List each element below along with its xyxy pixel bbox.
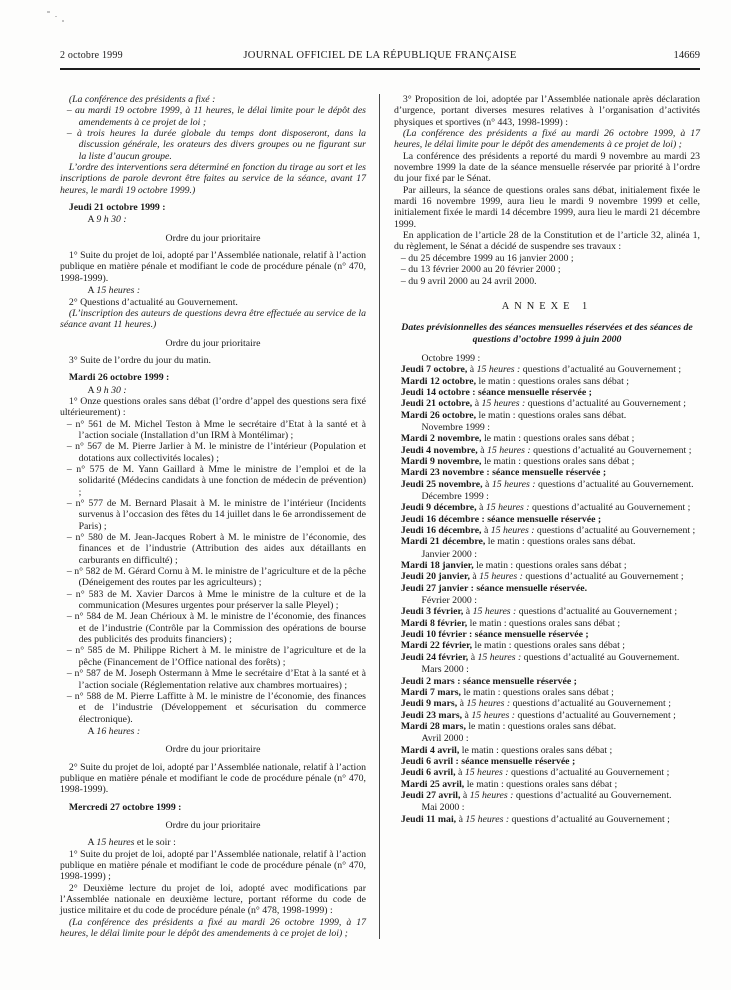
paragraph: 2° Questions d’actualité au Gouvernement.: [68, 296, 238, 308]
month-heading: Janvier 2000 :: [421, 548, 477, 560]
order-of-day-heading: Ordre du jour prioritaire: [165, 744, 261, 756]
schedule-entry: Mardi 4 avril, le matin : questions orales sans débat ;: [400, 744, 613, 756]
month-heading: Octobre 1999 :: [421, 352, 481, 364]
schedule-entry: Jeudi 21 octobre, à 15 heures : questions d’actualité au Gouvernement ;: [400, 398, 687, 410]
paragraph: 1° Onze questions orales sans débat (l’ordre d’appel des questions sera fixé ultérieurement) :: [60, 395, 366, 419]
paragraph: 3° Proposition de loi, adoptée par l’Assemblée nationale après déclaration d’urgence, portant diverses mesures relatives à l’organisation d’activités physiques et sportives (n° 443, 1998-1999) :: [394, 94, 700, 128]
schedule-entry: Jeudi 23 mars, à 15 heures : questions d’actualité au Gouvernement ;: [400, 709, 676, 721]
paragraph: 1° Suite du projet de loi, adopté par l’Assemblée nationale, relatif à l’action publique en matière pénale et modifiant le code de procédure pénale (n° 470, 1998-1999).: [60, 250, 366, 284]
schedule-entry: Mardi 22 février, le matin : questions orales sans débat ;: [400, 640, 625, 652]
session-time: A 15 heures et le soir :: [87, 837, 176, 849]
deadline-item: – à trois heures la durée globale du temps dont disposeront, dans la discussion générale, les orateurs des divers groupes ou ne figurant sur la liste d’aucun groupe.: [66, 128, 366, 162]
paragraph: Par ailleurs, la séance de questions orales sans débat, initialement fixée le mardi 16 novembre 1999, aura lieu le mardi 9 novembre 1999 et celle, initialement fixée le mardi 14 décembre 1999, aura lieu le mardi 21 décembre 1999.: [394, 184, 700, 230]
schedule-entry: Jeudi 4 novembre, à 15 heures : questions d’actualité au Gouvernement ;: [400, 444, 692, 456]
conference-note: (La conférence des présidents a fixé :: [68, 94, 216, 105]
question-item: – du 25 décembre 1999 au 16 janvier 2000 ;: [400, 252, 574, 264]
month-heading: Décembre 1999 :: [421, 491, 489, 502]
schedule-entry: Jeudi 27 avril, à 15 heures : questions d’actualité au Gouvernement.: [400, 789, 672, 801]
schedule-entry: Jeudi 14 octobre : séance mensuelle réservée ;: [400, 386, 592, 398]
conference-note: (La conférence des présidents a fixé au mardi 26 octobre 1999, à 17 heures, le délai limite pour le dépôt des amendements à ce projet de loi) ;: [60, 916, 366, 940]
schedule-entry: Mardi 28 mars, le matin : questions orales sans débat.: [400, 720, 617, 732]
schedule-entry: Jeudi 24 février, à 15 heures : questions d’actualité au Gouvernement.: [400, 651, 680, 663]
schedule-entry: Jeudi 16 décembre : séance mensuelle réservée ;: [400, 513, 602, 525]
month-heading: Février 2000 :: [421, 595, 477, 607]
schedule-entry: Mardi 23 novembre : séance mensuelle réservée ;: [400, 467, 607, 479]
question-item: – du 13 février 2000 au 20 février 2000 ;: [400, 264, 561, 276]
question-item: – du 9 avril 2000 au 24 avril 2000.: [400, 275, 537, 287]
paragraph: 2° Deuxième lecture du projet de loi, adopté avec modifications par l’Assemblée nationale en deuxième lecture, portant réforme du code de justice militaire et du code de procédure pénale (n° 478, 1998-1999) :: [60, 882, 366, 917]
schedule-entry: Jeudi 3 février, à 15 heures : questions d’actualité au Gouvernement ;: [400, 606, 678, 618]
session-time: A 16 heures :: [87, 725, 141, 737]
month-heading: Novembre 1999 :: [421, 421, 491, 433]
header-date: 2 octobre 1999: [60, 50, 123, 61]
right-column: [380, 94, 700, 939]
question-item: – n° 575 de M. Yann Gaillard à Mme le ministre de l’emploi et de la solidarité (Médecins candidats à une fonction de médecin de prévention) ;: [66, 463, 366, 498]
question-item: – n° 584 de M. Jean Chérioux à M. le ministre de l’économie, des finances et de l’industrie (Contrôle par la Commission des opérations de bourse des publicités des produits financiers) ;: [66, 611, 366, 646]
order-of-day-heading: Ordre du jour prioritaire: [165, 232, 261, 244]
schedule-entry: Mardi 21 décembre, le matin : questions orales sans débat.: [400, 536, 636, 548]
two-column-body: [60, 94, 700, 939]
schedule-entry: Mardi 18 janvier, le matin : questions orales sans débat ;: [400, 560, 627, 572]
schedule-entry: Mardi 8 février, le matin : questions orales sans débat ;: [400, 617, 621, 629]
left-column: [60, 94, 380, 939]
deadline-item: – au mardi 19 octobre 1999, à 11 heures, le délai limite pour le dépôt des amendements à ce projet de loi ;: [66, 105, 366, 128]
schedule-entry: Jeudi 6 avril : séance mensuelle réservée ;: [400, 755, 576, 767]
question-item: – n° 588 de M. Pierre Laffitte à M. le ministre de l’économie, des finances et de l’industrie (Développement et sécurisation du commerce électronique).: [66, 690, 366, 725]
date-heading: Jeudi 21 octobre 1999 :: [68, 202, 166, 214]
schedule-entry: Jeudi 6 avril, à 15 heures : questions d’actualité au Gouvernement ;: [400, 767, 670, 779]
paragraph: 3° Suite de l’ordre du jour du matin.: [68, 354, 211, 366]
question-item: – n° 582 de M. Gérard Cornu à M. le ministre de l’agriculture et de la pêche (Déneigement des routes par les agriculteurs) ;: [66, 566, 366, 589]
schedule-entry: Jeudi 27 janvier : séance mensuelle réservée.: [400, 582, 588, 594]
question-item: – n° 585 de M. Philippe Richert à M. le ministre de l’agriculture et de la pêche (Financement de l’Office national des forêts) ;: [66, 645, 366, 668]
question-item: – n° 577 de M. Bernard Plasait à M. le ministre de l’intérieur (Incidents survenus à l’occasion des fêtes du 14 juillet dans le 6e arrondissement de Paris) ;: [66, 498, 366, 532]
schedule-entry: Jeudi 7 octobre, à 15 heures : questions d’actualité au Gouvernement ;: [400, 364, 682, 376]
schedule-entry: Jeudi 11 mai, à 15 heures : questions d’actualité au Gouvernement ;: [400, 813, 670, 825]
schedule-entry: Jeudi 20 janvier, à 15 heures : questions d’actualité au Gouvernement ;: [400, 571, 684, 583]
annexe-subtitle: Dates prévisionnelles des séances mensuelles réservées et des séances de questions d’octobre 1999 à juin 2000: [401, 322, 693, 345]
question-item: – n° 587 de M. Joseph Ostermann à Mme le secrétaire d’Etat à la santé et à l’action sociale (Réglementation relative aux chambres mortuaires) ;: [66, 668, 366, 691]
conference-note: (L’inscription des auteurs de questions devra être effectuée au service de la séance avant 11 heures.): [60, 307, 366, 331]
scan-speck: [47, 11, 50, 13]
schedule-entry: Mardi 26 octobre, le matin : questions orales sans débat.: [400, 409, 627, 421]
schedule-entry: Mardi 2 novembre, le matin : questions orales sans débat ;: [400, 433, 635, 445]
conference-note: L’ordre des interventions sera déterminé en fonction du tirage au sort et les inscriptions de parole devront être faites au service de la séance, avant 17 heures, le mardi 19 octobre 1999.): [60, 162, 366, 196]
session-time: A 15 heures :: [87, 285, 141, 297]
paragraph: En application de l’article 28 de la Constitution et de l’article 32, alinéa 1, du règlement, le Sénat a décidé de suspendre ses travaux :: [394, 230, 700, 253]
paragraph: 2° Suite du projet de loi, adopté par l’Assemblée nationale, relatif à l’action publique en matière pénale et modifiant le code de procédure pénale (n° 470, 1998-1999).: [60, 761, 366, 796]
conference-note: (La conférence des présidents a fixé au mardi 26 octobre 1999, à 17 heures, le délai limite pour le dépôt des amendements à ce projet de loi) ;: [394, 128, 700, 151]
scan-speck: [55, 16, 57, 17]
schedule-entry: Mardi 7 mars, le matin : questions orales sans débat ;: [400, 686, 614, 698]
schedule-entry: Jeudi 16 décembre, à 15 heures : questions d’actualité au Gouvernement ;: [400, 525, 696, 537]
order-of-day-heading: Ordre du jour prioritaire: [165, 337, 261, 349]
question-item: – n° 561 de M. Michel Teston à Mme le secrétaire d’Etat à la santé et à l’action sociale (Installation d’un IRM à Montélimar) ;: [66, 418, 366, 441]
question-item: – n° 583 de M. Xavier Darcos à Mme le ministre de la culture et de la communication (Mesures urgentes pour préserver la salle Pleyel) ;: [66, 588, 366, 612]
schedule-entry: Jeudi 10 février : séance mensuelle réservée ;: [400, 629, 589, 641]
schedule-entry: Mardi 25 avril, le matin : questions orales sans débat ;: [400, 778, 618, 790]
schedule-entry: Jeudi 2 mars : séance mensuelle réservée ;: [400, 675, 577, 687]
schedule-entry: Jeudi 9 mars, à 15 heures : questions d’actualité au Gouvernement ;: [400, 698, 671, 710]
question-item: – n° 567 de M. Pierre Jarlier à M. le ministre de l’intérieur (Population et dotations aux collectivités locales) ;: [66, 441, 366, 464]
schedule-entry: Jeudi 9 décembre, à 15 heures : questions d’actualité au Gouvernement ;: [400, 502, 691, 514]
journal-title: JOURNAL OFFICIEL DE LA RÉPUBLIQUE FRANÇAISE: [243, 50, 517, 61]
paragraph: La conférence des présidents a reporté du mardi 9 novembre au mardi 23 novembre 1999 la date de la séance mensuelle réservée par priorité à l’ordre du jour fixé par le Sénat.: [394, 150, 700, 185]
order-of-day-heading: Ordre du jour prioritaire: [165, 819, 261, 831]
page-number: 14669: [673, 50, 700, 61]
schedule-entry: Mardi 9 novembre, le matin : questions orales sans débat ;: [400, 455, 635, 467]
scan-speck: [62, 20, 64, 22]
schedule-entry: Mardi 12 octobre, le matin : questions orales sans débat ;: [400, 375, 629, 387]
month-heading: Mai 2000 :: [421, 802, 465, 814]
session-time: A 9 h 30 :: [87, 384, 127, 396]
question-item: – n° 580 de M. Jean-Jacques Robert à M. le ministre de l’économie, des finances et de l’industrie (Attribution des aides aux détaillants en carburants en difficulté) ;: [66, 532, 366, 566]
annexe-title: ANNEXE 1: [501, 300, 593, 312]
page-header: [60, 50, 700, 70]
date-heading: Mardi 26 octobre 1999 :: [68, 372, 170, 384]
date-heading: Mercredi 27 octobre 1999 :: [68, 801, 182, 813]
paragraph: 1° Suite du projet de loi, adopté par l’Assemblée nationale, relatif à l’action publique en matière pénale et modifiant le code de procédure pénale (n° 470, 1998-1999) ;: [60, 848, 366, 883]
schedule-entry: Jeudi 25 novembre, à 15 heures : questions d’actualité au Gouvernement.: [400, 478, 694, 490]
session-time: A 9 h 30 :: [87, 214, 127, 226]
month-heading: Mars 2000 :: [421, 664, 469, 676]
month-heading: Avril 2000 :: [421, 733, 469, 745]
